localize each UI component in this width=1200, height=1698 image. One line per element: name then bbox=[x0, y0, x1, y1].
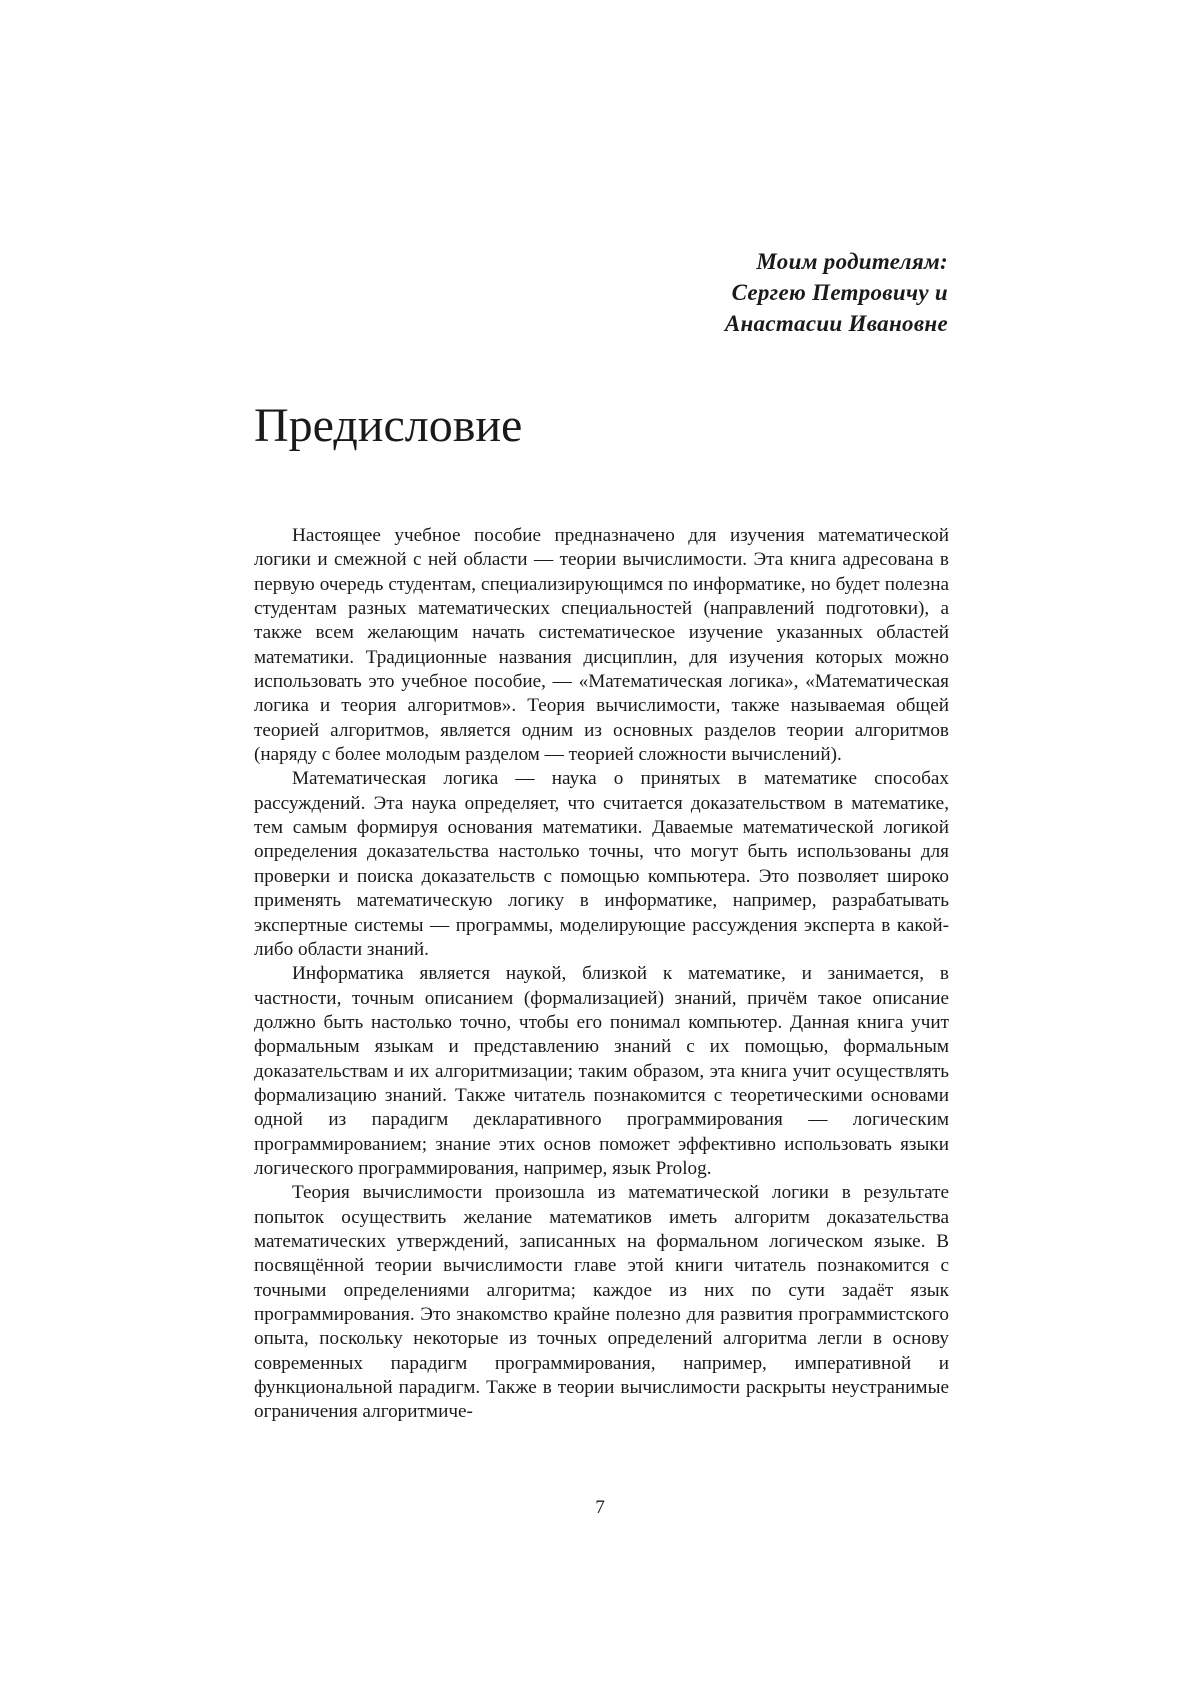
page-number: 7 bbox=[595, 1497, 605, 1518]
dedication-line-3: Анастасии Ивановне bbox=[724, 311, 948, 336]
paragraph-1: Настоящее учебное пособие предназначено для изучения математической логики и смежной с ней области — теории вычислимости. Эта книга адресована в первую очередь студентам, специализирующимся по информатике, но будет полезна студентам разных математических специальностей (направлений подготовки), а также всем желающим начать систематическое изучение указанных областей математики. Традиционные названия дисциплин, для изучения которых можно использовать это учебное пособие, — «Математическая логика», «Математическая логика и теория алгоритмов». Теория вычислимости, также называемая общей теорией алгоритмов, является одним из основных разделов теории алгоритмов (наряду с более молодым разделом — теорией сложности вычислений). bbox=[254, 525, 949, 766]
dedication bbox=[725, 246, 948, 339]
paragraph-4: Теория вычислимости произошла из математической логики в результате попыток осуществить желание математиков иметь алгоритм доказательства математических утверждений, записанных на формальном логическом языке. В посвящённой теории вычислимости главе этой книги читатель познакомится с точными определениями алгоритма; каждое из них по сути задаёт язык программирования. Это знакомство крайне полезно для развития программистского опыта, поскольку некоторые из точных определений алгоритма легли в основу современных парадигм программирования, например, императивной и функциональной парадигм. Также в теории вычислимости раскрыты неустранимые ограничения алгоритмиче- bbox=[254, 1182, 949, 1423]
paragraph-2: Математическая логика — наука о принятых в математике способах рассуждений. Эта наука определяет, что считается доказательством в математике, тем самым формируя основания математики. Даваемые математической логикой определения доказательства настолько точны, что могут быть использованы для проверки и поиска доказательств с помощью компьютера. Это позволяет широко применять математическую логику в информатике, например, разрабатывать экспертные системы — программы, моделирующие рассуждения эксперта в какой-либо области знаний. bbox=[254, 768, 949, 960]
paragraph-3: Информатика является наукой, близкой к математике, и занимается, в частности, точным описанием (формализацией) знаний, причём такое описание должно быть настолько точно, чтобы его понимал компьютер. Данная книга учит формальным языкам и представлению знаний с их помощью, формальным доказательствам и их алгоритмизации; таким образом, эта книга учит осуществлять формализацию знаний. Также читатель познакомится с теоретическими основами одной из парадигм декларативного программирования — логическим программированием; знание этих основ поможет эффективно использовать языки логического программирования, например, язык Prolog. bbox=[254, 963, 949, 1179]
body-text bbox=[254, 524, 949, 1425]
dedication-line-1: Моим родителям: bbox=[756, 249, 948, 274]
chapter-title: Предисловие bbox=[254, 399, 523, 452]
dedication-line-2: Сергею Петровичу и bbox=[731, 280, 948, 305]
